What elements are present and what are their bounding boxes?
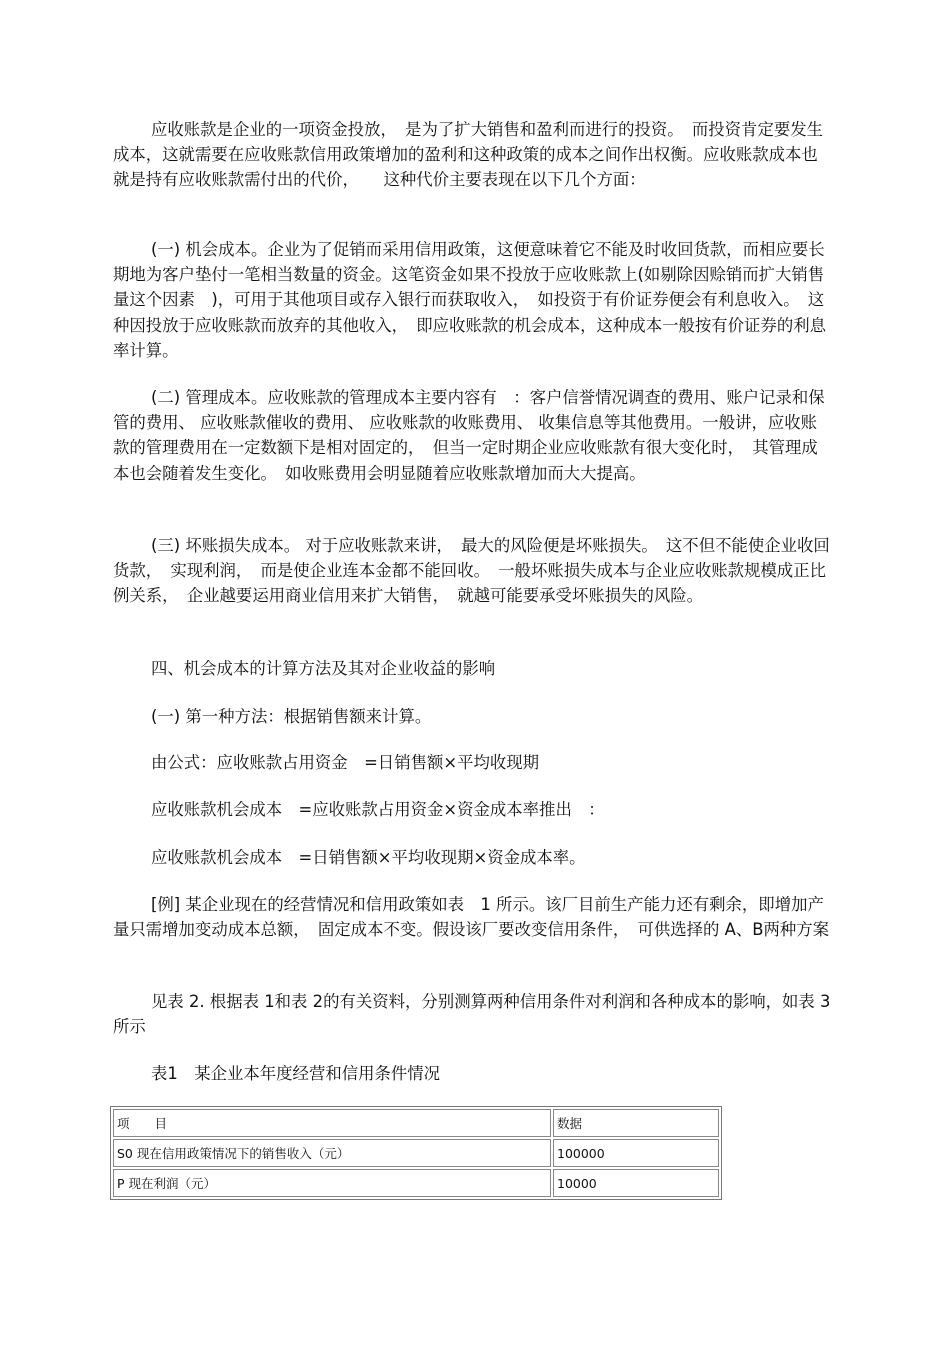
paragraph-opportunity-cost: (一) 机会成本。企业为了促销而采用信用政策，这便意味着它不能及时收回货款，而相应要长期地为客户垫付一笔相当数量的资金。这笔资金如果不投放于应收账款上(如剔除因赊销而扩大销售量这个因素 )，可用于其他项目或存入银行而获取收入， 如投资于有价证券便会有利息收入。 这种因投放于应收账款而放弃的其他收入， 即应收账款的机会成本，这种成本一般按有价证券的利息率计算。 — [113, 240, 826, 360]
table-row — [113, 1169, 719, 1197]
paragraph-management-cost: (二) 管理成本。应收账款的管理成本主要内容有 ：客户信誉情况调查的费用、账户记录和保管的费用、 应收账款催收的费用、 应收账款的收账费用、 收集信息等其他费用。一般讲，应收账款的管理费用在一定数额下是相对固定的， 但当一定时期企业应收账款有很大变化时， 其管理成本也会随着发生变化。 如收账费用会明显随着应收账款增加而大大提高。 — [113, 388, 825, 483]
table-cell-value: 10000 — [553, 1169, 719, 1197]
table-header-data: 数据 — [553, 1109, 719, 1137]
section-heading: 四、机会成本的计算方法及其对企业收益的影响 — [151, 659, 496, 678]
table-row — [113, 1139, 719, 1167]
table-header-item: 项 目 — [113, 1109, 551, 1137]
paragraph-bad-debt-cost: (三) 坏账损失成本。 对于应收账款来讲， 最大的风险便是坏账损失。 这不但不能使企业收回货款， 实现利润， 而是使企业连本金都不能回收。 一般坏账损失成本与企业应收账款规模成正比例关系， 企业越要运用商业信用来扩大销售， 就越可能要承受坏账损失的风险。 — [113, 536, 830, 606]
table-cell-label: S0 现在信用政策情况下的销售收入（元） — [113, 1139, 551, 1167]
method-one-heading: (一) 第一种方法：根据销售额来计算。 — [151, 707, 432, 726]
table-cell-value: 100000 — [553, 1139, 719, 1167]
table-header-row — [113, 1109, 719, 1137]
paragraph-intro: 应收账款是企业的一项资金投放， 是为了扩大销售和盈利而进行的投资。 而投资肯定要发生成本，这就需要在应收账款信用政策增加的盈利和这种政策的成本之间作出权衡。应收账款成本也就是持有应收账款需付出的代价， 这种代价主要表现在以下几个方面： — [113, 120, 824, 190]
formula-line-1: 由公式：应收账款占用资金 =日销售额×平均收现期 — [151, 753, 540, 772]
table-cell-label: P 现在利润（元） — [113, 1169, 551, 1197]
formula-line-3: 应收账款机会成本 =日销售额×平均收现期×资金成本率。 — [151, 848, 586, 867]
table-caption: 表1 某企业本年度经营和信用条件情况 — [151, 1064, 441, 1083]
paragraph-example: [例] 某企业现在的经营情况和信用政策如表 1 所示。该厂目前生产能力还有剩余，即增加产量只需增加变动成本总额， 固定成本不变。假设该厂要改变信用条件， 可供选择的 A、B两种方案 — [113, 895, 830, 940]
table-business-credit — [110, 1106, 722, 1200]
formula-line-2: 应收账款机会成本 =应收账款占用资金×资金成本率推出 ： — [151, 800, 605, 819]
paragraph-table-reference: 见表 2. 根据表 1和表 2的有关资料，分别测算两种信用条件对利润和各种成本的影响，如表 3所示 — [113, 992, 831, 1037]
